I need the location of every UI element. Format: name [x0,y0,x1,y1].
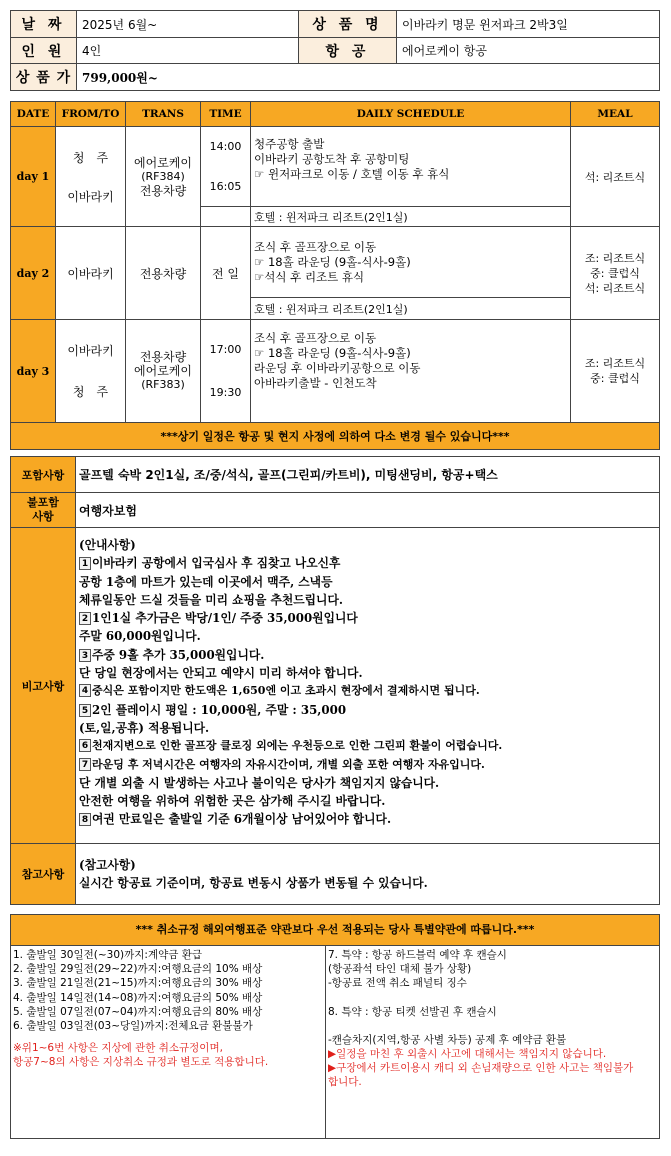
day1-time-empty [201,207,251,227]
remarks-label: 비고사항 [11,528,76,844]
remark-7b: 단 개별 외출 시 발생하는 사고나 불이익은 당사가 책임지지 않습니다. [79,775,440,790]
day1-to: 이바라키 [67,189,114,204]
date-value: 2025년 6월~ [77,11,299,38]
remark-2a: 1인1실 추가금은 박당/1인/ 주중 35,000원입니다 [92,611,358,626]
col-schedule: DAILY SCHEDULE [251,102,571,127]
day2-line3: ☞석식 후 리조트 휴식 [254,269,365,284]
price-value: 799,000원~ [77,64,660,91]
cancel-rule-4: 4. 출발일 14일전(14~08)까지:여행요금의 50% 배상 [13,991,263,1004]
reference-title: (참고사항) [79,857,136,872]
reference-value: 실시간 항공료 기준이며, 항공료 변동시 상품가 변동될 수 있습니다. [79,876,428,890]
badge-6: 6 [79,739,91,752]
cancel-rule-2: 2. 출발일 29일전(29~22)까지:여행요금의 10% 배상 [13,963,263,976]
day3-meal1: 조: 리조트식 [584,357,646,370]
remark-2b: 주말 60,000원입니다. [79,629,201,644]
day1-time [201,127,251,207]
cancel-header: *** 취소규정 해외여행표준 약관보다 우선 적용되는 당사 특별약관에 따릅니다.*** [11,915,660,946]
day2-schedule [251,227,571,298]
day1-fromto [56,127,126,227]
remark-6 [79,737,659,755]
included-label: 포함사항 [11,457,76,493]
badge-5: 5 [79,704,91,717]
people-label: 인 원 [11,38,77,64]
day2-label: day 2 [11,227,56,320]
remark-1b: 공항 1층에 마트가 있는데 이곳에서 맥주, 스낵등 [79,574,333,589]
remark-1 [79,554,659,572]
day1-trans1: 에어로케이 [134,155,192,170]
reference-label: 참고사항 [11,844,76,905]
day3-line4: 아바라키출발 - 인천도착 [254,376,377,390]
remark-3a: 주중 9홀 추가 35,000원입니다. [92,647,265,662]
cancel-left [11,946,326,1139]
remarks-content [76,528,660,844]
remarks-title: (안내사항) [79,538,136,552]
remark-8a: 여권 만료일은 출발일 기준 6개월이상 남어있어야 합니다. [92,812,392,827]
badge-1: 1 [79,557,91,570]
product-value: 이바라키 명문 윈저파크 2박3일 [397,11,660,38]
remark-4 [79,682,659,700]
remark-7c: 안전한 여행을 위하여 위험한 곳은 삼가해 주시길 바랍니다. [79,794,386,809]
cancel-rule-8-refund: -캔슬차지(지역,항공 사별 차등) 공제 후 예약금 환불 [328,1033,567,1046]
excluded-label-1: 불포함 [27,496,59,509]
cancel-rule-5: 5. 출발일 07일전(07~04)까지:여행요금의 80% 배상 [13,1005,263,1018]
day3-line3: 라운딩 후 이바라키공항으로 이동 [254,361,421,375]
day2-meal2: 중: 클럽식 [590,266,640,280]
day3-fromto [56,320,126,423]
col-trans: TRANS [126,102,201,127]
cancel-rule-3: 3. 출발일 21일전(21~15)까지:여행요금의 30% 배상 [13,977,263,990]
col-time: TIME [201,102,251,127]
cancel-rule-6: 6. 출발일 03일전(03~당일)까지:전체요금 환불불가 [13,1020,253,1033]
day2-line1: 조식 후 골프장으로 이동 [254,239,377,254]
day3-schedule [251,320,571,423]
day2-hotel: 호텔 : 윈저파크 리조트(2인1실) [251,298,571,320]
airline-value: 에어로케이 항공 [397,38,660,64]
remark-5 [79,701,659,719]
day3-meal2: 중: 클럽식 [590,372,640,385]
day1-trans [126,127,201,227]
badge-7: 7 [79,758,91,771]
day1-from: 청 주 [72,150,109,165]
day2-meal3: 석: 리조트식 [584,281,646,295]
cancel-right-note-1: ▶일정을 마친 후 외출시 사고에 대해서는 책임지지 않습니다. [328,1048,607,1061]
day1-time2: 16:05 [209,179,242,193]
remark-7 [79,756,659,774]
included-value: 골프텔 숙박 2인1실, 조/중/석식, 골프(그린피/카트비), 미팅샌딩비, 항공+택스 [76,457,660,493]
day3-meal [571,320,660,423]
remark-5b: (토,일,공휴) 적용됩니다. [79,720,210,735]
badge-8: 8 [79,813,91,826]
day2-meal [571,227,660,320]
price-label: 상 품 가 [11,64,77,91]
day3-to: 청 주 [72,385,109,399]
cancel-rule-1: 1. 출발일 30일전(~30)까지:계약금 환급 [13,949,202,961]
day1-label: day 1 [11,127,56,227]
day2-time: 전 일 [201,227,251,320]
day2-meal1: 조: 리조트식 [584,251,646,265]
reference-content [76,844,660,905]
cancel-rule-7-note: (항공좌석 타인 대체 불가 상황) [328,963,472,976]
cancel-right [326,946,660,1139]
day3-trans [126,320,201,423]
col-date: DATE [11,102,56,127]
day2-trans: 전용차량 [126,227,201,320]
info-table [10,10,660,91]
day3-time [201,320,251,423]
remark-3 [79,646,659,664]
badge-3: 3 [79,649,91,662]
day3-line2: ☞ 18홀 라운딩 (9홀-식사-9홀) [254,346,411,360]
cancel-rule-8: 8. 특약 : 항공 티켓 선발권 후 캔슬시 [328,1005,497,1018]
day1-line2: 이바라키 공항도착 후 공항미팅 [254,152,410,166]
people-value: 4인 [77,38,299,64]
schedule-notice: ***상기 일정은 항공 및 현지 사정에 의하여 다소 변경 될수 있습니다*** [11,423,660,450]
remark-3b: 단 당일 현장에서는 안되고 예약시 미리 하셔야 합니다. [79,666,363,681]
remark-2 [79,609,659,627]
remark-1c: 체류일동안 드실 것들을 미리 쇼핑을 추천드립니다. [79,592,343,607]
cancel-right-note-2: ▶구장에서 카트이용시 캐디 외 손님재량으로 인한 사고는 책임불가 [328,1062,634,1075]
badge-2: 2 [79,612,91,625]
day1-trans3: 전용차량 [139,183,187,198]
cancel-rule-7: 7. 특약 : 항공 하드블럭 예약 후 캔슬시 [328,949,507,961]
day1-line1: 청주공항 출발 [254,137,325,151]
terms-table [10,456,660,905]
day2-line2: ☞ 18홀 라운딩 (9홀-식사-9홀) [254,254,411,269]
day1-schedule [251,127,571,207]
col-fromto: FROM/TO [56,102,126,127]
cancel-left-note-1: ※위1~6번 사항은 지상에 관한 취소규정이며, [13,1042,223,1055]
day1-trans2: (RF384) [141,169,185,183]
excluded-value: 여행자보험 [76,493,660,528]
airline-label: 항 공 [299,38,397,64]
col-meal: MEAL [571,102,660,127]
schedule-table [10,101,660,450]
day3-trans1: 전용차량 [139,350,187,364]
day3-trans2: 에어로케이 [134,364,192,378]
cancel-left-note-2: 항공7~8의 사항은 지상취소 규정과 별도로 적용합니다. [13,1056,269,1069]
cancel-table [10,914,660,1139]
day3-time2: 19:30 [209,386,242,399]
remark-1a: 이바라키 공항에서 입국심사 후 짐찾고 나오신후 [92,556,341,571]
day1-time1: 14:00 [209,139,242,153]
day2-from: 이바라키 [56,227,126,320]
cancel-right-note-3: 합니다. [328,1076,362,1089]
day1-line3: ☞ 윈저파크로 이동 / 호텔 이동 후 휴식 [254,167,450,181]
badge-4: 4 [79,684,91,697]
excluded-label-2: 사항 [32,510,54,523]
remark-5a: 2인 플레이시 평일 : 10,000원, 주말 : 35,000 [92,702,347,717]
remark-7a: 라운딩 후 저녁시간은 여행자의 자유시간이며, 개별 외출 포한 여행자 자유입니다. [92,757,485,771]
date-label: 날 짜 [11,11,77,38]
excluded-label [11,493,76,528]
remark-6a: 천재지변으로 인한 골프장 클로징 외에는 우천등으로 인한 그린피 환불이 어렵습니다. [92,739,503,753]
product-label: 상 품 명 [299,11,397,38]
day3-label: day 3 [11,320,56,423]
cancel-rule-7-penalty: -항공료 전액 취소 패널티 징수 [328,977,467,990]
remark-8 [79,810,659,828]
remark-4a: 중식은 포함이지만 한도액은 1,650엔 이고 초과시 현장에서 결제하시면 됩니다. [92,684,480,698]
day3-trans3: (RF383) [141,378,185,391]
day1-meal: 석: 리조트식 [571,127,660,227]
day3-line1: 조식 후 골프장으로 이동 [254,331,377,345]
day1-hotel: 호텔 : 윈저파크 리조트(2인1실) [251,207,571,227]
day3-time1: 17:00 [209,343,242,356]
day3-from: 이바라키 [67,344,114,358]
